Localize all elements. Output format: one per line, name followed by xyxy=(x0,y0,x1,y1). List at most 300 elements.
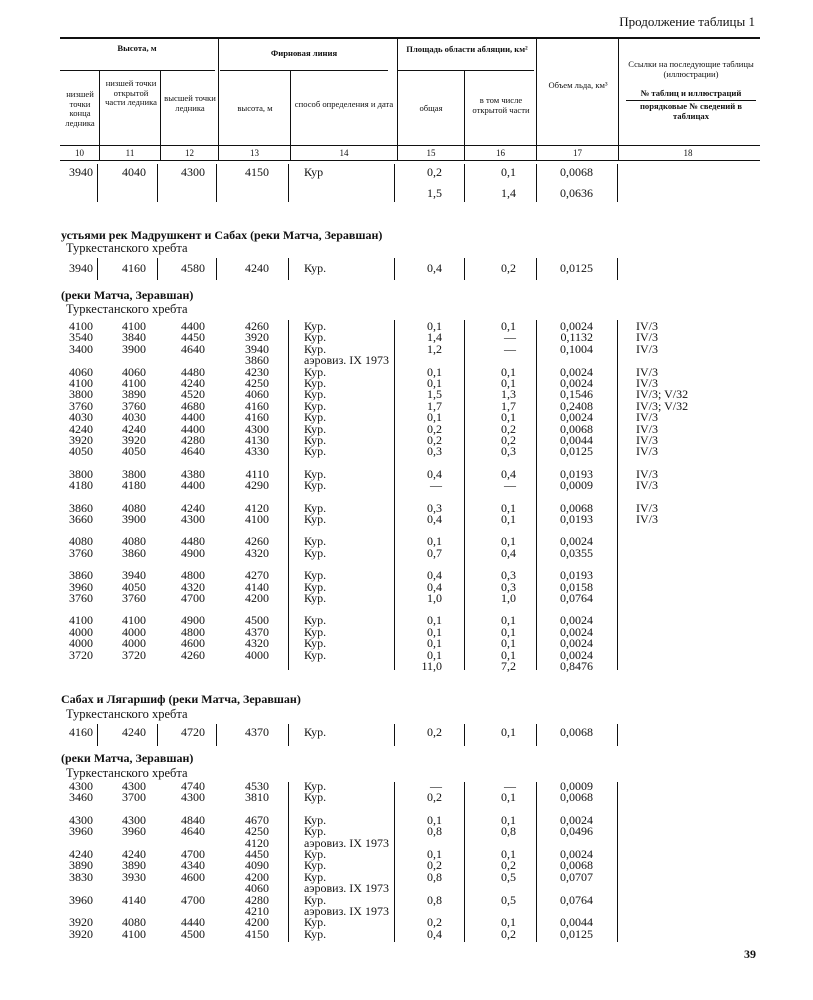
cell-c17: 0,1004 xyxy=(560,341,593,356)
cell-c11: 3760 xyxy=(122,398,146,413)
cell-c16: 0,1 xyxy=(501,847,516,861)
cell-c13: 4090 xyxy=(245,858,269,873)
cell-c13: 4500 xyxy=(245,613,269,628)
cell-c11: 4030 xyxy=(122,410,146,425)
cell-c11: 4000 xyxy=(122,636,146,651)
column-tick xyxy=(617,724,618,746)
column-rule xyxy=(464,320,465,670)
cell-c17: 0,1132 xyxy=(560,330,593,345)
cell-c18: IV/3 xyxy=(636,330,658,345)
cell-c12: 4240 xyxy=(181,376,205,390)
cell-c16: 0,4 xyxy=(501,545,516,560)
cell-c17: 0,2408 xyxy=(560,398,593,413)
header-bottom-rule xyxy=(60,145,760,146)
cell-c17: 0,0024 xyxy=(560,410,593,425)
cell-c14: Кур. xyxy=(304,319,327,333)
cell-c10: 4050 xyxy=(69,444,93,459)
cell-c15: 0,2 xyxy=(427,433,442,447)
cell-c13: 4320 xyxy=(245,545,269,560)
column-tick xyxy=(288,258,289,280)
cell-c18: IV/3 xyxy=(636,410,658,425)
cell-c12: 4640 xyxy=(181,444,205,459)
cell-c15: 0,3 xyxy=(427,444,442,459)
cell-c15: 0,8 xyxy=(427,869,442,884)
cell-c18: IV/3 xyxy=(636,364,658,379)
cell-c10: 3830 xyxy=(69,869,93,884)
cell-c10: 3800 xyxy=(69,466,93,481)
table-row xyxy=(0,928,813,940)
cell-c15: 0,1 xyxy=(427,636,442,651)
cell-c16: 1,0 xyxy=(501,591,516,605)
header-col-16: в том числе открытой части xyxy=(472,95,530,115)
cell-c12: 4320 xyxy=(181,579,205,594)
cell-c15: 0,8 xyxy=(427,824,442,839)
cell-c12: 4240 xyxy=(181,500,205,515)
cell-c17: 0,0044 xyxy=(560,433,593,447)
table-row xyxy=(0,262,813,274)
cell-c16: 0,1 xyxy=(501,376,516,390)
cell-c16: — xyxy=(504,341,516,356)
cell-c17: 0,0125 xyxy=(560,261,593,275)
cell-c13: 4270 xyxy=(245,568,269,583)
cell-c11: 3900 xyxy=(122,341,146,356)
cell-c16: 0,1 xyxy=(501,613,516,628)
cell-c13: 4150 xyxy=(245,926,269,941)
cell-c16: 0,5 xyxy=(501,869,516,884)
cell-c17: 0,0024 xyxy=(560,812,593,827)
cell-c11: 3840 xyxy=(122,330,146,345)
cell-c15: 0,1 xyxy=(427,410,442,425)
column-rule xyxy=(617,782,618,942)
cell-c16: 0,2 xyxy=(501,261,516,275)
cell-c16: — xyxy=(504,779,516,793)
continuation-label: Продолжение таблицы 1 xyxy=(619,14,755,29)
cell-c16: 0,2 xyxy=(501,421,516,436)
cell-c11: 4080 xyxy=(122,534,146,549)
cell-c13: 4000 xyxy=(245,647,269,662)
cell-c17: 0,0764 xyxy=(560,892,593,907)
cell-c10: 4030 xyxy=(69,410,93,425)
table-row xyxy=(0,791,813,803)
cell-c11: 3800 xyxy=(122,466,146,481)
colnum-bottom-rule xyxy=(60,160,760,161)
cell-c13: 4290 xyxy=(245,478,269,493)
cell-c10: 4060 xyxy=(69,364,93,379)
cell-c12: 4400 xyxy=(181,319,205,333)
cell-c17: 0,0068 xyxy=(560,500,593,515)
cell-c18: IV/3 xyxy=(636,466,658,481)
cell-c17: 0,0193 xyxy=(560,466,593,481)
cell-c10: 3860 xyxy=(69,568,93,583)
cell-c13: 4200 xyxy=(245,591,269,605)
cell-c15: 1,2 xyxy=(427,341,442,356)
page-number: 39 xyxy=(744,947,756,961)
column-tick xyxy=(464,724,465,746)
cell-c15: 0,1 xyxy=(427,647,442,662)
cell-c16: 0,3 xyxy=(501,568,516,583)
table-row xyxy=(0,871,813,883)
cell-c11: 4000 xyxy=(122,624,146,639)
header-firn-group: Фирновая линия xyxy=(270,48,338,58)
cell-c12: 4700 xyxy=(181,591,205,605)
cell-c15: 0,1 xyxy=(427,624,442,639)
cell-c10: 3460 xyxy=(69,790,93,805)
cell-c18: IV/3 xyxy=(636,376,658,390)
colnum-17: 17 xyxy=(573,148,582,158)
cell-c12: 4340 xyxy=(181,858,205,873)
cell-c17: 0,0068 xyxy=(560,165,593,179)
table-row xyxy=(0,649,813,661)
cell-c15: 0,1 xyxy=(427,376,442,390)
column-rule xyxy=(617,320,618,670)
header-sep xyxy=(160,70,161,160)
cell-c17: 0,0024 xyxy=(560,534,593,549)
cell-c14: Кур. xyxy=(304,478,327,493)
cell-c12: 4440 xyxy=(181,915,205,930)
cell-c12: 4300 xyxy=(181,790,205,805)
cell-c13: 4110 xyxy=(245,466,269,481)
cell-c15: 0,4 xyxy=(427,466,442,481)
cell-c14: Кур. xyxy=(304,421,327,436)
cell-c15: 0,1 xyxy=(427,613,442,628)
header-col-11: низшей точки открытой части ледника xyxy=(105,78,157,108)
cell-c11: 3700 xyxy=(122,790,146,805)
column-rule xyxy=(536,320,537,670)
column-tick xyxy=(464,258,465,280)
cell-c16: 0,1 xyxy=(501,725,516,739)
cell-c12: 4300 xyxy=(181,165,205,179)
cell-c17: 0,0158 xyxy=(560,579,593,594)
cell-c14: Кур. xyxy=(304,261,327,275)
cell-c11: 4080 xyxy=(122,500,146,515)
cell-c10: 4240 xyxy=(69,847,93,861)
cell-c17: 0,0024 xyxy=(560,376,593,390)
cell-c11: 4040 xyxy=(122,165,146,179)
header-sep xyxy=(290,70,291,160)
cell-c17: 0,0024 xyxy=(560,319,593,333)
header-col-18-sub1: № таблиц и иллюстраций xyxy=(640,88,742,98)
cell-c17: 0,0636 xyxy=(560,185,593,200)
cell-c17: 0,0764 xyxy=(560,591,593,605)
cell-c13: 3860 xyxy=(245,353,269,368)
cell-c15: 1,5 xyxy=(427,185,442,200)
cell-c13: 4130 xyxy=(245,433,269,447)
cell-c16: 1,7 xyxy=(501,398,516,413)
cell-c13: 4330 xyxy=(245,444,269,459)
table-row xyxy=(0,660,813,672)
cell-c10: 3540 xyxy=(69,330,93,345)
cell-c11: 3760 xyxy=(122,591,146,605)
cell-c17: 0,0024 xyxy=(560,624,593,639)
header-sep xyxy=(218,37,219,160)
cell-c14: Кур. xyxy=(304,579,327,594)
cell-c14: Кур. xyxy=(304,824,327,839)
cell-c13: 4240 xyxy=(245,261,269,275)
cell-c12: 4280 xyxy=(181,433,205,447)
cell-c11: 4100 xyxy=(122,613,146,628)
column-rule xyxy=(464,782,465,942)
section-subtitle: Туркестанского хребта xyxy=(66,766,188,780)
cell-c10: 4300 xyxy=(69,779,93,793)
cell-c10: 4160 xyxy=(69,725,93,739)
cell-c13: 4230 xyxy=(245,364,269,379)
cell-c10: 3960 xyxy=(69,892,93,907)
header-sep xyxy=(464,70,465,160)
cell-c15: 11,0 xyxy=(421,659,442,673)
cell-c15: 1,5 xyxy=(427,387,442,402)
cell-c11: 4100 xyxy=(122,376,146,390)
header-col-12: высшей точки ледника xyxy=(164,93,216,113)
cell-c18: IV/3 xyxy=(636,341,658,356)
cell-c17: 0,0068 xyxy=(560,421,593,436)
cell-c14: Кур. xyxy=(304,869,327,884)
cell-c13: 4210 xyxy=(245,904,269,918)
column-tick xyxy=(617,164,618,202)
header-top-rule xyxy=(60,37,760,39)
header-col-17: Объем льда, км³ xyxy=(548,80,608,90)
cell-c18: IV/3 xyxy=(636,478,658,493)
cell-c14: Кур. xyxy=(304,545,327,560)
cell-c16: 0,1 xyxy=(501,812,516,827)
cell-c15: 0,8 xyxy=(427,892,442,907)
cell-c13: 4200 xyxy=(245,869,269,884)
cell-c10: 3890 xyxy=(69,858,93,873)
cell-c10: 4100 xyxy=(69,376,93,390)
cell-c14: Кур. xyxy=(304,330,327,345)
cell-c12: 4700 xyxy=(181,847,205,861)
cell-c15: 1,0 xyxy=(427,591,442,605)
table-row xyxy=(0,726,813,738)
column-rule xyxy=(394,320,395,670)
cell-c13: 3920 xyxy=(245,330,269,345)
cell-c13: 4280 xyxy=(245,892,269,907)
header-col-10: низшей точки конца ледника xyxy=(65,89,95,128)
column-tick xyxy=(288,164,289,202)
cell-c13: 4260 xyxy=(245,319,269,333)
cell-c16: 0,1 xyxy=(501,500,516,515)
header-col-15: общая xyxy=(419,103,443,113)
cell-c14: аэровиз. IX 1973 xyxy=(304,881,389,896)
cell-c11: 3960 xyxy=(122,824,146,839)
cell-c11: 4240 xyxy=(122,725,146,739)
cell-c13: 3940 xyxy=(245,341,269,356)
column-tick xyxy=(536,724,537,746)
cell-c16: 0,1 xyxy=(501,915,516,930)
cell-c14: Кур. xyxy=(304,624,327,639)
cell-c17: 0,0193 xyxy=(560,568,593,583)
cell-c16: 0,1 xyxy=(501,165,516,179)
header-sep xyxy=(618,37,619,160)
cell-c13: 4370 xyxy=(245,624,269,639)
cell-c12: 4500 xyxy=(181,926,205,941)
cell-c10: 3400 xyxy=(69,341,93,356)
cell-c14: Кур. xyxy=(304,466,327,481)
cell-c16: 0,3 xyxy=(501,444,516,459)
column-rule xyxy=(536,782,537,942)
cell-c16: 0,1 xyxy=(501,624,516,639)
cell-c11: 3860 xyxy=(122,545,146,560)
cell-c16: 0,1 xyxy=(501,790,516,805)
column-tick xyxy=(464,164,465,202)
cell-c12: 4740 xyxy=(181,779,205,793)
cell-c17: 0,0009 xyxy=(560,478,593,493)
cell-c14: Кур. xyxy=(304,341,327,356)
column-tick xyxy=(97,724,98,746)
cell-c13: 4370 xyxy=(245,725,269,739)
cell-c15: 0,1 xyxy=(427,812,442,827)
cell-c17: 0,0024 xyxy=(560,364,593,379)
cell-c12: 4680 xyxy=(181,398,205,413)
cell-c12: 4400 xyxy=(181,410,205,425)
cell-c16: 0,1 xyxy=(501,319,516,333)
table-row xyxy=(0,445,813,457)
cell-c10: 3760 xyxy=(69,545,93,560)
cell-c12: 4600 xyxy=(181,869,205,884)
cell-c16: 0,3 xyxy=(501,579,516,594)
cell-c12: 4900 xyxy=(181,545,205,560)
section-title: устьями рек Мадрушкент и Сабах (реки Матча, Зеравшан) xyxy=(61,228,383,242)
cell-c15: 0,4 xyxy=(427,261,442,275)
column-tick xyxy=(157,258,158,280)
cell-c13: 4120 xyxy=(245,500,269,515)
cell-c17: 0,0068 xyxy=(560,725,593,739)
cell-c12: 4580 xyxy=(181,261,205,275)
cell-c12: 4640 xyxy=(181,341,205,356)
cell-c17: 0,1546 xyxy=(560,387,593,402)
header-height-group: Высота, м xyxy=(117,43,157,53)
cell-c14: аэровиз. IX 1973 xyxy=(304,353,389,368)
cell-c10: 3960 xyxy=(69,579,93,594)
column-tick xyxy=(216,164,217,202)
cell-c11: 4100 xyxy=(122,319,146,333)
cell-c10: 4100 xyxy=(69,319,93,333)
cell-c15: 0,1 xyxy=(427,364,442,379)
cell-c14: Кур. xyxy=(304,500,327,515)
column-tick xyxy=(216,724,217,746)
column-tick xyxy=(536,258,537,280)
cell-c14: Кур. xyxy=(304,387,327,402)
cell-c14: Кур. xyxy=(304,725,327,739)
header-group-rule-2 xyxy=(220,70,388,71)
header-sep xyxy=(536,37,537,160)
colnum-10: 10 xyxy=(75,148,84,158)
cell-c18: IV/3 xyxy=(636,444,658,459)
column-tick xyxy=(394,164,395,202)
cell-c13: 4120 xyxy=(245,835,269,850)
cell-c15: — xyxy=(430,779,442,793)
cell-c16: 1,3 xyxy=(501,387,516,402)
cell-c15: 0,3 xyxy=(427,500,442,515)
cell-c16: 0,1 xyxy=(501,636,516,651)
column-tick xyxy=(97,258,98,280)
cell-c14: Кур. xyxy=(304,647,327,662)
cell-c15: 0,1 xyxy=(427,319,442,333)
section-subtitle: Туркестанского хребта xyxy=(66,302,188,316)
cell-c16: 0,2 xyxy=(501,858,516,873)
colnum-12: 12 xyxy=(185,148,194,158)
cell-c14: Кур. xyxy=(304,376,327,390)
cell-c13: 4140 xyxy=(245,579,269,594)
cell-c17: 0,0125 xyxy=(560,926,593,941)
colnum-16: 16 xyxy=(496,148,505,158)
cell-c10: 3920 xyxy=(69,433,93,447)
cell-c18: IV/3 xyxy=(636,319,658,333)
cell-c14: аэровиз. IX 1973 xyxy=(304,835,389,850)
cell-c15: 0,2 xyxy=(427,858,442,873)
cell-c13: 4670 xyxy=(245,812,269,827)
cell-c14: Кур. xyxy=(304,398,327,413)
cell-c15: 0,2 xyxy=(427,421,442,436)
column-tick xyxy=(394,724,395,746)
cell-c14: Кур. xyxy=(304,568,327,583)
cell-c11: 4300 xyxy=(122,779,146,793)
cell-c14: Кур. xyxy=(304,858,327,873)
column-tick xyxy=(157,164,158,202)
cell-c17: 0,0009 xyxy=(560,779,593,793)
cell-c10: 4080 xyxy=(69,534,93,549)
cell-c17: 0,0024 xyxy=(560,636,593,651)
cell-c14: Кур. xyxy=(304,915,327,930)
header-col-18-sub2: порядковые № сведений в таблицах xyxy=(639,101,742,121)
colnum-14: 14 xyxy=(339,148,349,158)
cell-c16: 0,1 xyxy=(501,512,516,526)
cell-c11: 3720 xyxy=(122,647,146,662)
cell-c11: 3890 xyxy=(122,387,146,402)
cell-c10: 3660 xyxy=(69,512,93,526)
cell-c14: Кур xyxy=(304,165,324,179)
cell-c13: 4300 xyxy=(245,421,269,436)
cell-c12: 4400 xyxy=(181,421,205,436)
cell-c18: IV/3; V/32 xyxy=(636,398,689,413)
table-row xyxy=(0,479,813,491)
cell-c18: IV/3 xyxy=(636,500,658,515)
column-tick xyxy=(394,258,395,280)
cell-c10: 4000 xyxy=(69,636,93,651)
cell-c15: 0,4 xyxy=(427,568,442,583)
cell-c13: 4530 xyxy=(245,779,269,793)
cell-c18: IV/3; V/32 xyxy=(636,387,689,402)
cell-c17: 0,0496 xyxy=(560,824,593,839)
cell-c18: IV/3 xyxy=(636,433,658,447)
cell-c17: 0,0044 xyxy=(560,915,593,930)
cell-c16: 0,1 xyxy=(501,534,516,549)
cell-c15: — xyxy=(430,478,442,493)
cell-c14: Кур. xyxy=(304,636,327,651)
cell-c16: 7,2 xyxy=(501,659,516,673)
header-sep xyxy=(397,37,398,160)
cell-c10: 3940 xyxy=(69,165,93,179)
cell-c17: 0,0024 xyxy=(560,647,593,662)
cell-c17: 0,0355 xyxy=(560,545,593,560)
cell-c11: 4080 xyxy=(122,915,146,930)
cell-c14: Кур. xyxy=(304,613,327,628)
cell-c12: 4260 xyxy=(181,647,205,662)
colnum-15: 15 xyxy=(426,148,436,158)
cell-c12: 4400 xyxy=(181,478,205,493)
cell-c10: 3800 xyxy=(69,387,93,402)
cell-c13: 4450 xyxy=(245,847,269,861)
cell-c11: 4160 xyxy=(122,261,146,275)
cell-c12: 4700 xyxy=(181,892,205,907)
section-title: (реки Матча, Зеравшан) xyxy=(61,288,194,302)
cell-c15: 0,4 xyxy=(427,512,442,526)
cell-c10: 4240 xyxy=(69,421,93,436)
cell-c13: 4100 xyxy=(245,512,269,526)
cell-c14: Кур. xyxy=(304,847,327,861)
cell-c14: Кур. xyxy=(304,591,327,605)
cell-c14: Кур. xyxy=(304,790,327,805)
cell-c11: 4100 xyxy=(122,926,146,941)
